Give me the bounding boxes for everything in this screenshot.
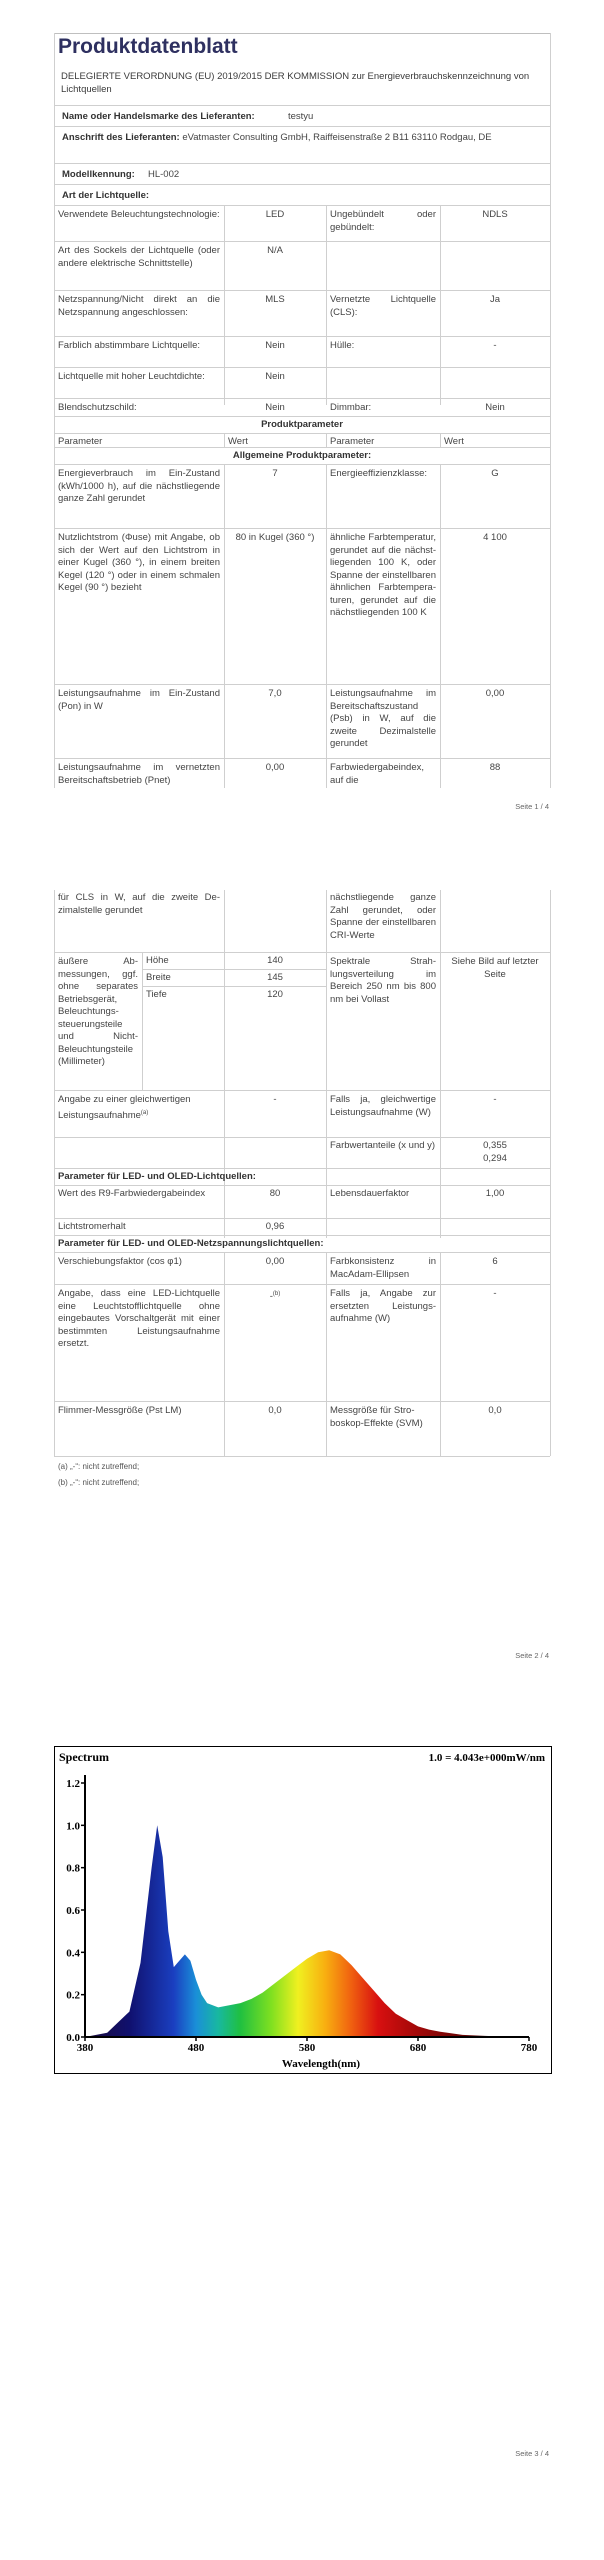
dim-width-label: Breite (146, 972, 171, 983)
y-tick-label: 0.0 (66, 2032, 80, 2044)
page-footer-2: Seite 2 / 4 (515, 1651, 549, 1660)
row-tunable-value: Nein (265, 340, 285, 351)
row-dimmable-value: Nein (485, 402, 505, 413)
row-glare-value: Nein (265, 402, 285, 413)
y-tick-label: 0.8 (66, 1862, 80, 1875)
spectral-value: Siehe Bild auf letzter Seite (451, 956, 539, 980)
general-params-heading: Allgemeine Produktparameter: (232, 450, 372, 461)
spectrum-chart (54, 1746, 552, 2074)
flicker-label: Flimmer-Messgröße (Pst LM) (58, 1405, 182, 1416)
dim-height-label: Höhe (146, 955, 169, 966)
equiv-value: - (273, 1094, 277, 1105)
supplier-address-row (54, 126, 550, 163)
footnote-b: (b) „-“: nicht zutreffend; (58, 1478, 140, 1487)
page-footer-3: Seite 3 / 4 (515, 2449, 549, 2458)
eclass-label: Energieeffizienzklasse: (330, 468, 427, 479)
param-header-2: Parameter (330, 436, 375, 447)
energy-value: 7 (272, 468, 278, 479)
row-envelope-value: - (493, 340, 497, 351)
maint-value: 0,96 (265, 1221, 285, 1232)
y-tick-label: 0.4 (66, 1947, 80, 1960)
cct-label: ähnliche Farbtemperatur, gerundet auf die nächstliegenden 100 K, oder Spanne der einstellbaren ähnlichen Farbtemperaturen, gerundet auf die nächstliegenden 100 K (330, 532, 436, 618)
row-dls-label: Ungebündelt oder gebündelt: (330, 209, 436, 233)
chart-title: Spectrum (59, 1750, 109, 1764)
chroma-label: Farbwertanteile (x und y) (330, 1140, 436, 1151)
psb-label: Leistungsaufnahme im Bereitschaftszustand (Psb) in W, auf die zweite Dezimalstelle gerundet (330, 688, 436, 749)
row-glare-label: Blendschutzschild: (58, 402, 137, 413)
supplier-address: Anschrift des Lieferanten: eVatmaster Consulting GmbH, Raiffeisenstraße 2 B11 63110 Rodgau, DE (62, 132, 492, 143)
equiv2-label: Falls ja, gleichwertige Leistungsaufnahme (W) (330, 1094, 436, 1118)
repl-value: - (493, 1288, 497, 1299)
macadam-value: 6 (492, 1256, 498, 1267)
ctrl-value: -$^{(b)}$ (269, 1291, 281, 1303)
pnet-label-cont: für CLS in W, auf die zweite Dezimalstelle gerundet (58, 892, 220, 916)
disp-label: Verschiebungsfaktor (cos φ1) (58, 1256, 182, 1267)
pnet-label: Leistungsaufnahme im vernetzten Bereitschaftsbetrieb (Pnet) (58, 762, 220, 786)
model-value: HL-002 (148, 169, 180, 180)
row-tunable-label: Farblich abstimmbare Lichtquelle: (58, 340, 201, 351)
x-tick-label: 680 (409, 2042, 427, 2054)
row-hl-label: Lichtquelle mit hoher Leuchtdichte: (58, 371, 205, 382)
row-tech-label: Verwendete Beleuchtungstechnologie: (58, 209, 220, 220)
disp-value: 0,00 (265, 1256, 285, 1267)
macadam-label: Farbkonsistenz in MacAdam-Ellipsen (330, 1256, 436, 1280)
chroma-x: 0,355 (483, 1140, 507, 1151)
chart-annotation: 1.0 = 4.043e+000mW/nm (428, 1752, 545, 1764)
led-params-heading: Parameter für LED- und OLED-Lichtquellen: (58, 1171, 256, 1182)
row-cap-label: Art des Sockels der Lichtquelle (oder andere elektrische Schnittstelle) (58, 245, 220, 269)
model-row (54, 163, 550, 184)
row-cls-label: Vernetzte Lichtquelle (CLS): (330, 294, 436, 318)
y-tick-label: 1.2 (66, 1778, 80, 1790)
row-envelope-label: Hülle: (330, 340, 355, 351)
chroma-y: 0,294 (483, 1153, 507, 1164)
svm-value: 0,0 (488, 1405, 502, 1416)
y-tick-label: 0.2 (66, 1989, 80, 2002)
row-cls-value: Ja (489, 294, 501, 305)
param-header-1: Parameter (58, 436, 103, 447)
supplier-name-row (54, 105, 550, 126)
pnet-value: 0,00 (265, 762, 285, 773)
cri-label: Farbwiedergabeindex, auf die (330, 762, 425, 786)
page-2 (0, 854, 604, 1706)
x-tick-label: 580 (298, 2042, 316, 2054)
x-tick-label: 780 (520, 2042, 538, 2054)
page-title: Produktdatenblatt (58, 35, 238, 58)
value-header-2: Wert (444, 436, 464, 447)
type-row (54, 184, 550, 205)
value-header-1: Wert (228, 436, 248, 447)
x-tick-label: 480 (187, 2042, 205, 2054)
eclass-value: G (491, 468, 499, 479)
page-3 (0, 1708, 604, 2560)
y-tick-label: 0.6 (66, 1905, 80, 1917)
cri-label-cont: nächstliegende ganze Zahl gerundet, oder Spanne der einstellbaren CRI-Werte (330, 892, 436, 941)
dim-height-value: 140 (267, 955, 283, 966)
table-right-border (550, 33, 551, 788)
y-tick-label: 1.0 (66, 1820, 80, 1833)
top-border (54, 33, 550, 34)
flux-label: Nutzlichtstrom (Φuse) mit Angabe, ob sich der Wert auf den Lichtstrom in einer Kugel (360 °), in einem breiten Kegel (120 °) oder in einem schmalen Kegel (90 °) bezieht (58, 532, 220, 593)
row-mains-value: MLS (265, 294, 285, 305)
maint-label: Lichtstromerhalt (58, 1221, 126, 1232)
r9-value: 80 (269, 1188, 281, 1199)
psb-value: 0,00 (485, 688, 505, 699)
flicker-value: 0,0 (268, 1405, 282, 1416)
repl-label: Falls ja, Angabe zur ersetzten Leistungsaufnahme (W) (330, 1288, 436, 1324)
row-hl-value: Nein (265, 371, 285, 382)
svm-label: Messgröße für Stroboskop-Effekte (SVM) (330, 1405, 423, 1429)
life-value: 1,00 (485, 1188, 505, 1199)
page-footer-1: Seite 1 / 4 (515, 802, 549, 811)
row-dls-value: NDLS (482, 209, 508, 220)
dim-depth-value: 120 (267, 989, 283, 1000)
footnote-a: (a) „-“: nicht zutreffend; (58, 1462, 140, 1471)
x-tick-label: 380 (76, 2042, 94, 2054)
supplier-name-label: Name oder Handelsmarke des Lieferanten: (62, 111, 255, 122)
equiv2-value: - (493, 1094, 497, 1105)
row-dimmable-label: Dimmbar: (330, 402, 372, 413)
spectral-label: Spektrale Strahlungsverteilung im Bereich 250 nm bis 800 nm bei Vollast (330, 956, 436, 1005)
dim-width-value: 145 (267, 972, 283, 983)
dim-depth-label: Tiefe (146, 989, 167, 1000)
cri-value: 88 (489, 762, 501, 773)
r9-label: Wert des R9-Farbwiedergabeindex (58, 1188, 206, 1199)
mains-params-heading: Parameter für LED- und OLED-Netzspannungslichtquellen: (58, 1238, 324, 1249)
row-cap-value: N/A (267, 245, 283, 256)
product-params-heading: Produktparameter (261, 419, 343, 430)
row-mains-label: Netzspannung/Nicht direkt an die Netzspannung angeschlossen: (58, 294, 220, 318)
cct-value: 4 100 (483, 532, 507, 543)
dims-label: äußere Abmessungen, ggf. ohne separates Betriebsgerät, Beleuchtungssteuerungsteile und Nicht-Beleuchtungsteile (Millimeter) (58, 956, 138, 1067)
page-1 (0, 0, 604, 852)
pon-value: 7,0 (268, 688, 282, 699)
ctrl-label: Angabe, dass eine LED-Lichtquelle eine Leuchtstofflichtquelle ohne eingebautes Vorschaltgerät mit einer bestimmten Leistungsaufnahme ersetzt. (58, 1288, 220, 1349)
model-label: Modellkennung: (62, 169, 135, 180)
supplier-name-value: testyu (288, 111, 314, 122)
flux-value: 80 in Kugel (360 °) (235, 532, 315, 543)
energy-label: Energieverbrauch im Ein-Zustand (kWh/1000 h), auf die nächstliegende ganze Zahl gerundet (58, 468, 220, 504)
pon-label: Leistungsaufnahme im Ein-Zustand (Pon) in W (58, 688, 220, 712)
regulation-subtitle: DELEGIERTE VERORDNUNG (EU) 2019/2015 DER KOMMISSION zur Energieverbrauchskennzeichnung von Lichtquellen (61, 71, 530, 95)
life-label: Lebensdauerfaktor (330, 1188, 410, 1199)
type-label: Art der Lichtquelle: (62, 190, 150, 201)
equiv-label: Angabe zu einer gleichwertigen Leistungsaufnahme$^{(a)}$ (58, 1094, 191, 1121)
x-axis-label: Wavelength(nm) (281, 2058, 361, 2070)
row-tech-value: LED (265, 209, 285, 220)
